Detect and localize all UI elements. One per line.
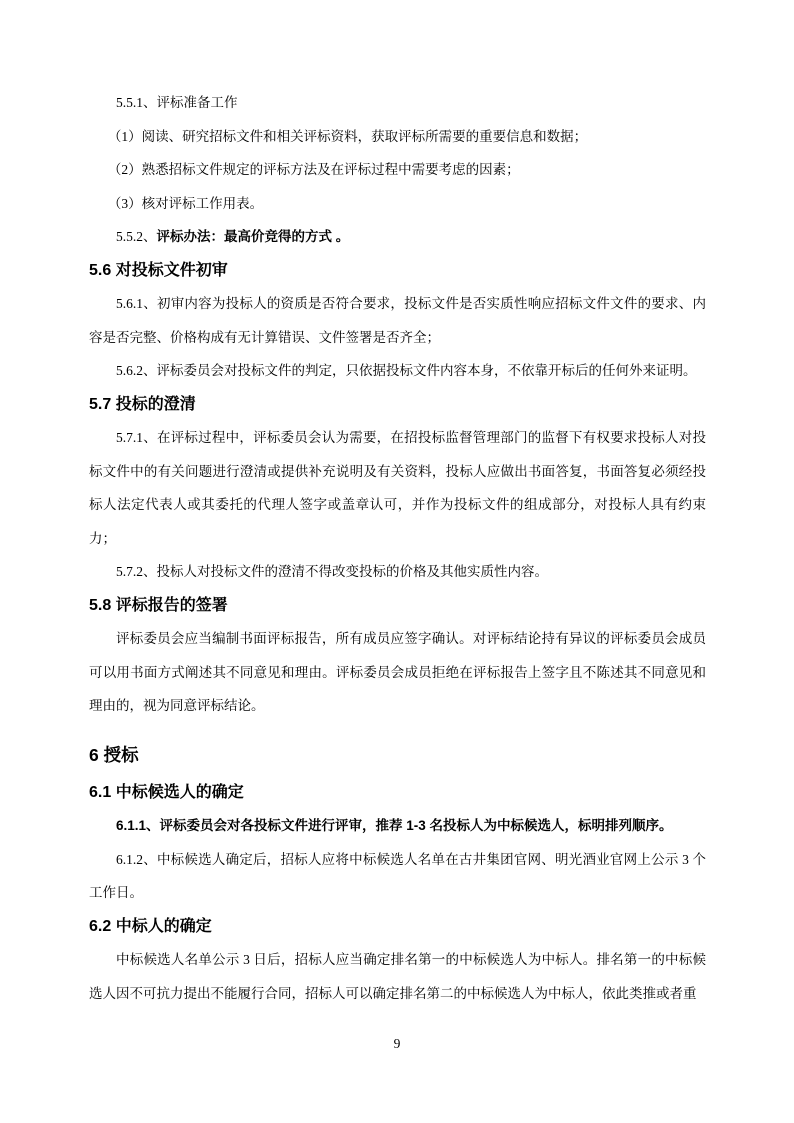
paragraph-6-2: 中标候选人名单公示 3 日后，招标人应当确定排名第一的中标候选人为中标人。排名第一的中标候选人因不可抗力提出不能履行合同，招标人可以确定排名第二的中标候选人为中标人，依此类推或者重 <box>89 952 706 1001</box>
paragraph-5-5-2 <box>89 220 706 254</box>
paragraph-5-8: 评标委员会应当编制书面评标报告，所有成员应签字确认。对评标结论持有异议的评标委员会成员可以用书面方式阐述其不同意见和理由。评标委员会成员拒绝在评标报告上签字且不陈述其不同意见和理由的，视为同意评标结论。 <box>89 631 706 713</box>
paragraph-5-5-2-text: 评标办法：最高价竞得的方式 。 <box>156 229 350 244</box>
document-content <box>89 86 706 1010</box>
list-item-3: （3）核对评标工作用表。 <box>107 195 264 211</box>
section-heading-5-6: 5.6 对投标文件初审 <box>89 261 228 279</box>
paragraph-6-1-1: 6.1.1、评标委员会对各投标文件进行评审，推荐 1-3 名投标人为中标候选人，标明排列顺序。 <box>116 818 673 833</box>
list-item-2: （2）熟悉招标文件规定的评标方法及在评标过程中需要考虑的因素； <box>107 162 520 177</box>
paragraph-5-7-2: 5.7.2、投标人对投标文件的澄清不得改变投标的价格及其他实质性内容。 <box>116 564 548 579</box>
section-heading-6-2: 6.2 中标人的确定 <box>89 917 212 935</box>
section-heading-6: 6 授标 <box>89 744 139 765</box>
paragraph-5-5-1-title: 5.5.1、评标准备工作 <box>116 95 238 110</box>
section-heading-6-1: 6.1 中标候选人的确定 <box>89 783 244 801</box>
list-item-1: （1）阅读、研究招标文件和相关评标资料，获取评标所需要的重要信息和数据； <box>107 128 588 144</box>
paragraph-5-6-2: 5.6.2、评标委员会对投标文件的判定，只依据投标文件内容本身，不依靠开标后的任何外来证明。 <box>116 363 697 378</box>
paragraph-5-6-1: 5.6.1、初审内容为投标人的资质是否符合要求，投标文件是否实质性响应招标文件文件的要求、内容是否完整、价格构成有无计算错误、文件签署是否齐全； <box>89 296 706 345</box>
section-heading-5-7: 5.7 投标的澄清 <box>89 395 196 413</box>
section-heading-5-8: 5.8 评标报告的签署 <box>89 596 228 614</box>
paragraph-5-7-1: 5.7.1、在评标过程中，评标委员会认为需要，在招投标监督管理部门的监督下有权要求投标人对投标文件中的有关问题进行澄清或提供补充说明及有关资料，投标人应做出书面答复，书面答复必须经投标人法定代表人或其委托的代理人签字或盖章认可，并作为投标文件的组成部分，对投标人具有约束力； <box>89 430 706 546</box>
page-number: 9 <box>393 1036 401 1051</box>
paragraph-6-1-2: 6.1.2、中标候选人确定后，招标人应将中标候选人名单在古井集团官网、明光酒业官网上公示 3 个工作日。 <box>89 851 706 900</box>
paragraph-5-5-2-number: 5.5.2、 <box>116 229 157 244</box>
